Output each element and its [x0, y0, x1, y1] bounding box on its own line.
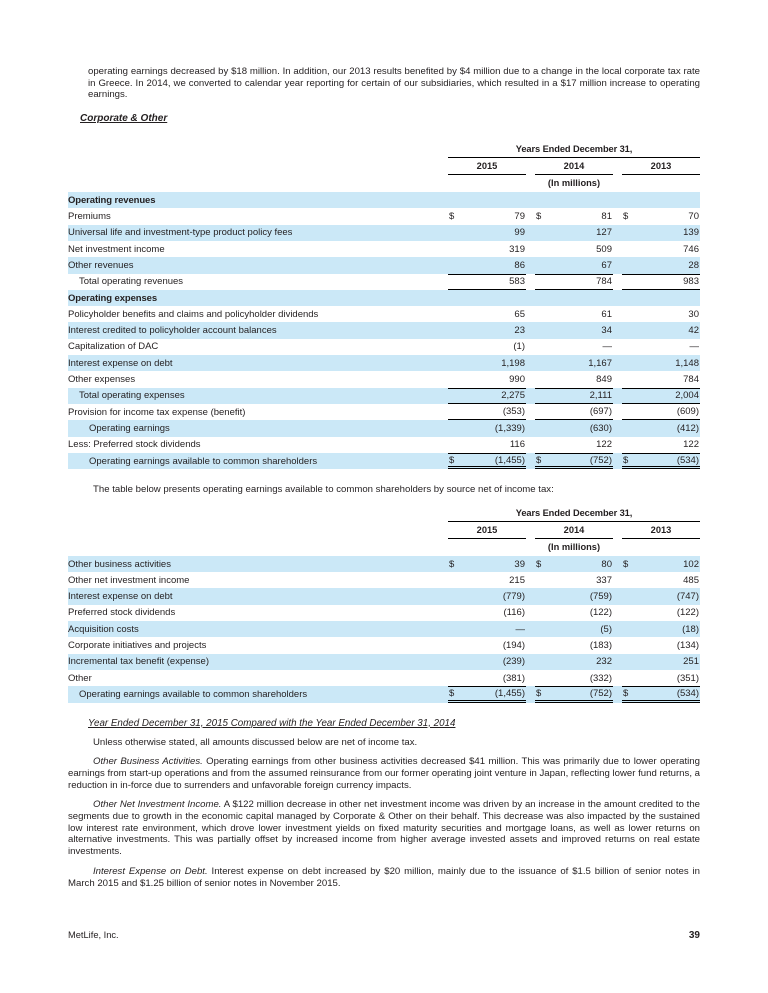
cell-2015: 1,198 — [501, 357, 525, 369]
table-total-row — [68, 274, 700, 290]
year-2014-column-header: 2014 — [535, 522, 613, 539]
cell-2014: $ (752) — [535, 686, 613, 702]
cell-2014: — — [602, 341, 612, 353]
row-label: Incremental tax benefit (expense) — [68, 656, 209, 668]
cell-2015: 23 — [514, 325, 525, 337]
dollar-sign: $ — [449, 558, 455, 570]
row-label: Operating expenses — [68, 292, 158, 304]
cell-2015: (353) — [448, 404, 526, 420]
dollar-sign: $ — [449, 211, 455, 223]
cell-2013: (122) — [676, 607, 699, 619]
cell-2014: (759) — [589, 591, 612, 603]
cell-2013: (412) — [676, 422, 699, 434]
cell-2015: 583 — [448, 274, 526, 290]
row-label: Operating revenues — [68, 194, 156, 206]
row-label: Operating earnings available to common shareholders — [79, 688, 308, 700]
cell-2013: (18) — [682, 623, 699, 635]
cell-2013: 2,004 — [622, 388, 700, 404]
net-of-tax-note-paragraph: Unless otherwise stated, all amounts discussed below are net of income tax. — [93, 736, 418, 748]
cell-2015: $ (1,455) — [448, 686, 526, 702]
paragraph-lead: Other Net Investment Income. — [93, 799, 222, 811]
cell-2015: — — [515, 623, 525, 635]
dollar-sign: $ — [623, 687, 629, 699]
table-row — [68, 257, 700, 273]
dollar-sign: $ — [449, 687, 455, 699]
other-business-activities-paragraph: Other Business Activities. Operating earnings from other business activities decreased $41 million. This was primarily due to lower operating earnings from start-up operations and from the assumed reinsurance from our former operating joint venture in Japan, reflecting lower fund returns, a reduction in in-force due to surrenders and unfavorable foreign currency impacts. — [68, 756, 700, 791]
cell-2013: 30 — [688, 308, 699, 320]
table-row — [68, 355, 700, 371]
table-row — [68, 339, 700, 355]
interest-expense-on-debt-paragraph: Interest Expense on Debt. Interest expense on debt increased by $20 million, mainly due to the issuance of $1.5 billion of senior notes in March 2015 and $1.25 billion of senior notes in November 2015. — [68, 865, 700, 889]
table2-header — [68, 508, 700, 556]
table2-intro-text: The table below presents operating earnings available to common shareholders by source net of income tax: — [93, 484, 554, 496]
table1-header — [68, 144, 700, 192]
page-footer — [68, 930, 700, 941]
table-total-row — [68, 453, 700, 469]
cell-2013: 28 — [688, 259, 699, 271]
cell-2015: 65 — [514, 308, 525, 320]
cell-2014: 34 — [601, 325, 612, 337]
cell-2014: 784 — [535, 274, 613, 290]
cell-2013: 139 — [683, 227, 699, 239]
cell-2014: (183) — [589, 639, 612, 651]
cell-2013: 122 — [683, 439, 699, 451]
year-2014-column-header: 2014 — [535, 158, 613, 175]
table-row — [68, 621, 700, 637]
cell-2014: 509 — [596, 243, 612, 255]
year-comparison-heading: Year Ended December 31, 2015 Compared with the Year Ended December 31, 2014 — [88, 717, 456, 729]
cell-2014: 232 — [596, 656, 612, 668]
table-row — [68, 654, 700, 670]
cell-2014: (332) — [589, 672, 612, 684]
dollar-sign: $ — [536, 211, 542, 223]
cell-2013: 746 — [683, 243, 699, 255]
row-label: Other expenses — [68, 374, 136, 386]
corporate-other-heading: Corporate & Other — [80, 113, 168, 125]
cell-2013: 1,148 — [675, 357, 699, 369]
table-total-row — [68, 388, 700, 404]
units-label: (In millions) — [547, 178, 601, 189]
table-row — [68, 306, 700, 322]
year-2015-column-header: 2015 — [448, 158, 526, 175]
row-label: Operating earnings available to common shareholders — [89, 455, 318, 467]
table-row — [68, 404, 700, 420]
row-label: Net investment income — [68, 243, 165, 255]
row-label: Provision for income tax expense (benefit) — [68, 406, 246, 418]
year-2013-column-header: 2013 — [622, 158, 700, 175]
intro-paragraph: operating earnings decreased by $18 million. In addition, our 2013 results benefited by $4 million due to a change in the local corporate tax rate in Greece. In 2014, we converted to calendar year reporting for certain of our subsidiaries, which resulted in a $17 million increase to operating earnings. — [88, 66, 700, 101]
dollar-sign: $ — [536, 558, 542, 570]
cell-2015: 99 — [514, 227, 525, 239]
cell-2014: 122 — [596, 439, 612, 451]
table-row — [68, 572, 700, 588]
cell-2015: 2,275 — [448, 388, 526, 404]
cell-2015: 116 — [509, 439, 525, 451]
cell-2013: 485 — [683, 574, 699, 586]
cell-2014: (122) — [589, 607, 612, 619]
dollar-sign: $ — [536, 454, 542, 466]
table-row — [68, 637, 700, 653]
cell-2015: (381) — [502, 672, 525, 684]
cell-2013: 251 — [683, 656, 699, 668]
company-name: MetLife, Inc. — [68, 930, 119, 940]
page-number: 39 — [688, 930, 700, 941]
units-label: (In millions) — [547, 541, 601, 552]
cell-2013: $ 102 — [623, 558, 699, 570]
table-row — [68, 437, 700, 453]
cell-2015: $ 39 — [449, 558, 525, 570]
cell-2015: 990 — [509, 374, 525, 386]
cell-2013: (134) — [676, 639, 699, 651]
table-row — [68, 225, 700, 241]
table-row — [68, 322, 700, 338]
cell-2015: (239) — [502, 656, 525, 668]
cell-2014: 67 — [601, 259, 612, 271]
year-2013-column-header: 2013 — [622, 522, 700, 539]
cell-2014: 2,111 — [535, 388, 613, 404]
cell-2013: (351) — [676, 672, 699, 684]
cell-2015: (1) — [513, 341, 525, 353]
table-row — [68, 420, 700, 436]
row-label: Interest credited to policyholder account balances — [68, 325, 277, 337]
row-label: Other business activities — [68, 558, 171, 570]
cell-2014: 337 — [596, 574, 612, 586]
row-label: Capitalization of DAC — [68, 341, 159, 353]
cell-2013: $ (534) — [622, 453, 700, 469]
dollar-sign: $ — [623, 211, 629, 223]
table1-header-spacer — [68, 144, 448, 192]
dollar-sign: $ — [623, 558, 629, 570]
paragraph-lead: Interest Expense on Debt. — [93, 865, 208, 877]
table-row — [68, 241, 700, 257]
cell-2015: (1,339) — [494, 422, 525, 434]
other-net-investment-income-paragraph: Other Net Investment Income. A $122 million decrease in other net investment income was driven by an increase in the amount credited to the segments due to growth in the economic capital managed by Corporate & Other on their behalf. This decrease was also impacted by the sustained low interest rate environment, which drove lower investment yields on fixed maturity securities and mortgage loans, as well as lower returns on alternative investments. This was partially offset by increased income from higher average invested assets and improved returns on real estate investments. — [68, 799, 700, 858]
table-row — [68, 208, 700, 224]
row-label: Other — [68, 672, 92, 684]
table-section-row — [68, 290, 700, 306]
row-label: Total operating revenues — [79, 276, 184, 288]
row-label: Corporate initiatives and projects — [68, 639, 207, 651]
table-row — [68, 588, 700, 604]
cell-2013: — — [689, 341, 699, 353]
operating-earnings-by-source-table — [68, 508, 700, 703]
table-total-row — [68, 686, 700, 702]
cell-2014: 849 — [596, 374, 612, 386]
table-row — [68, 605, 700, 621]
years-ended-label: Years Ended December 31, — [448, 144, 700, 158]
cell-2015: (194) — [502, 639, 525, 651]
cell-2014: 127 — [596, 227, 612, 239]
row-label: Less: Preferred stock dividends — [68, 439, 201, 451]
cell-2015: $ 79 — [449, 211, 525, 223]
cell-2013: (747) — [676, 591, 699, 603]
cell-2013: 983 — [622, 274, 700, 290]
row-label: Policyholder benefits and claims and policyholder dividends — [68, 308, 319, 320]
cell-2014: (5) — [600, 623, 612, 635]
cell-2013: (609) — [622, 404, 700, 420]
cell-2013: $ 70 — [623, 211, 699, 223]
dollar-sign: $ — [623, 454, 629, 466]
row-label: Other net investment income — [68, 574, 190, 586]
paragraph-lead: Other Business Activities. — [93, 756, 203, 768]
table-row — [68, 371, 700, 387]
cell-2014: $ 80 — [536, 558, 612, 570]
cell-2013: $ (534) — [622, 686, 700, 702]
row-label: Operating earnings — [89, 422, 170, 434]
row-label: Universal life and investment-type product policy fees — [68, 227, 293, 239]
years-ended-label: Years Ended December 31, — [448, 508, 700, 522]
row-label: Premiums — [68, 211, 111, 223]
row-label: Interest expense on debt — [68, 591, 173, 603]
cell-2014: (630) — [589, 422, 612, 434]
table-section-row — [68, 192, 700, 208]
table-row — [68, 670, 700, 686]
row-label: Interest expense on debt — [68, 357, 173, 369]
cell-2014: 1,167 — [588, 357, 612, 369]
cell-2015: 86 — [514, 259, 525, 271]
cell-2015: 215 — [509, 574, 525, 586]
cell-2015: 319 — [509, 243, 525, 255]
cell-2013: 784 — [683, 374, 699, 386]
year-2015-column-header: 2015 — [448, 522, 526, 539]
table-row — [68, 556, 700, 572]
cell-2013: 42 — [688, 325, 699, 337]
table2-header-spacer — [68, 508, 448, 556]
cell-2014: $ (752) — [535, 453, 613, 469]
row-label: Total operating expenses — [79, 390, 185, 402]
cell-2015: (779) — [502, 591, 525, 603]
cell-2015: $ (1,455) — [448, 453, 526, 469]
row-label: Acquisition costs — [68, 623, 139, 635]
cell-2014: $ 81 — [536, 211, 612, 223]
row-label: Other revenues — [68, 259, 134, 271]
dollar-sign: $ — [536, 687, 542, 699]
corporate-other-results-table — [68, 144, 700, 469]
row-label: Preferred stock dividends — [68, 607, 176, 619]
cell-2015: (116) — [503, 607, 525, 619]
dollar-sign: $ — [449, 454, 455, 466]
cell-2014: (697) — [535, 404, 613, 420]
cell-2014: 61 — [601, 308, 612, 320]
